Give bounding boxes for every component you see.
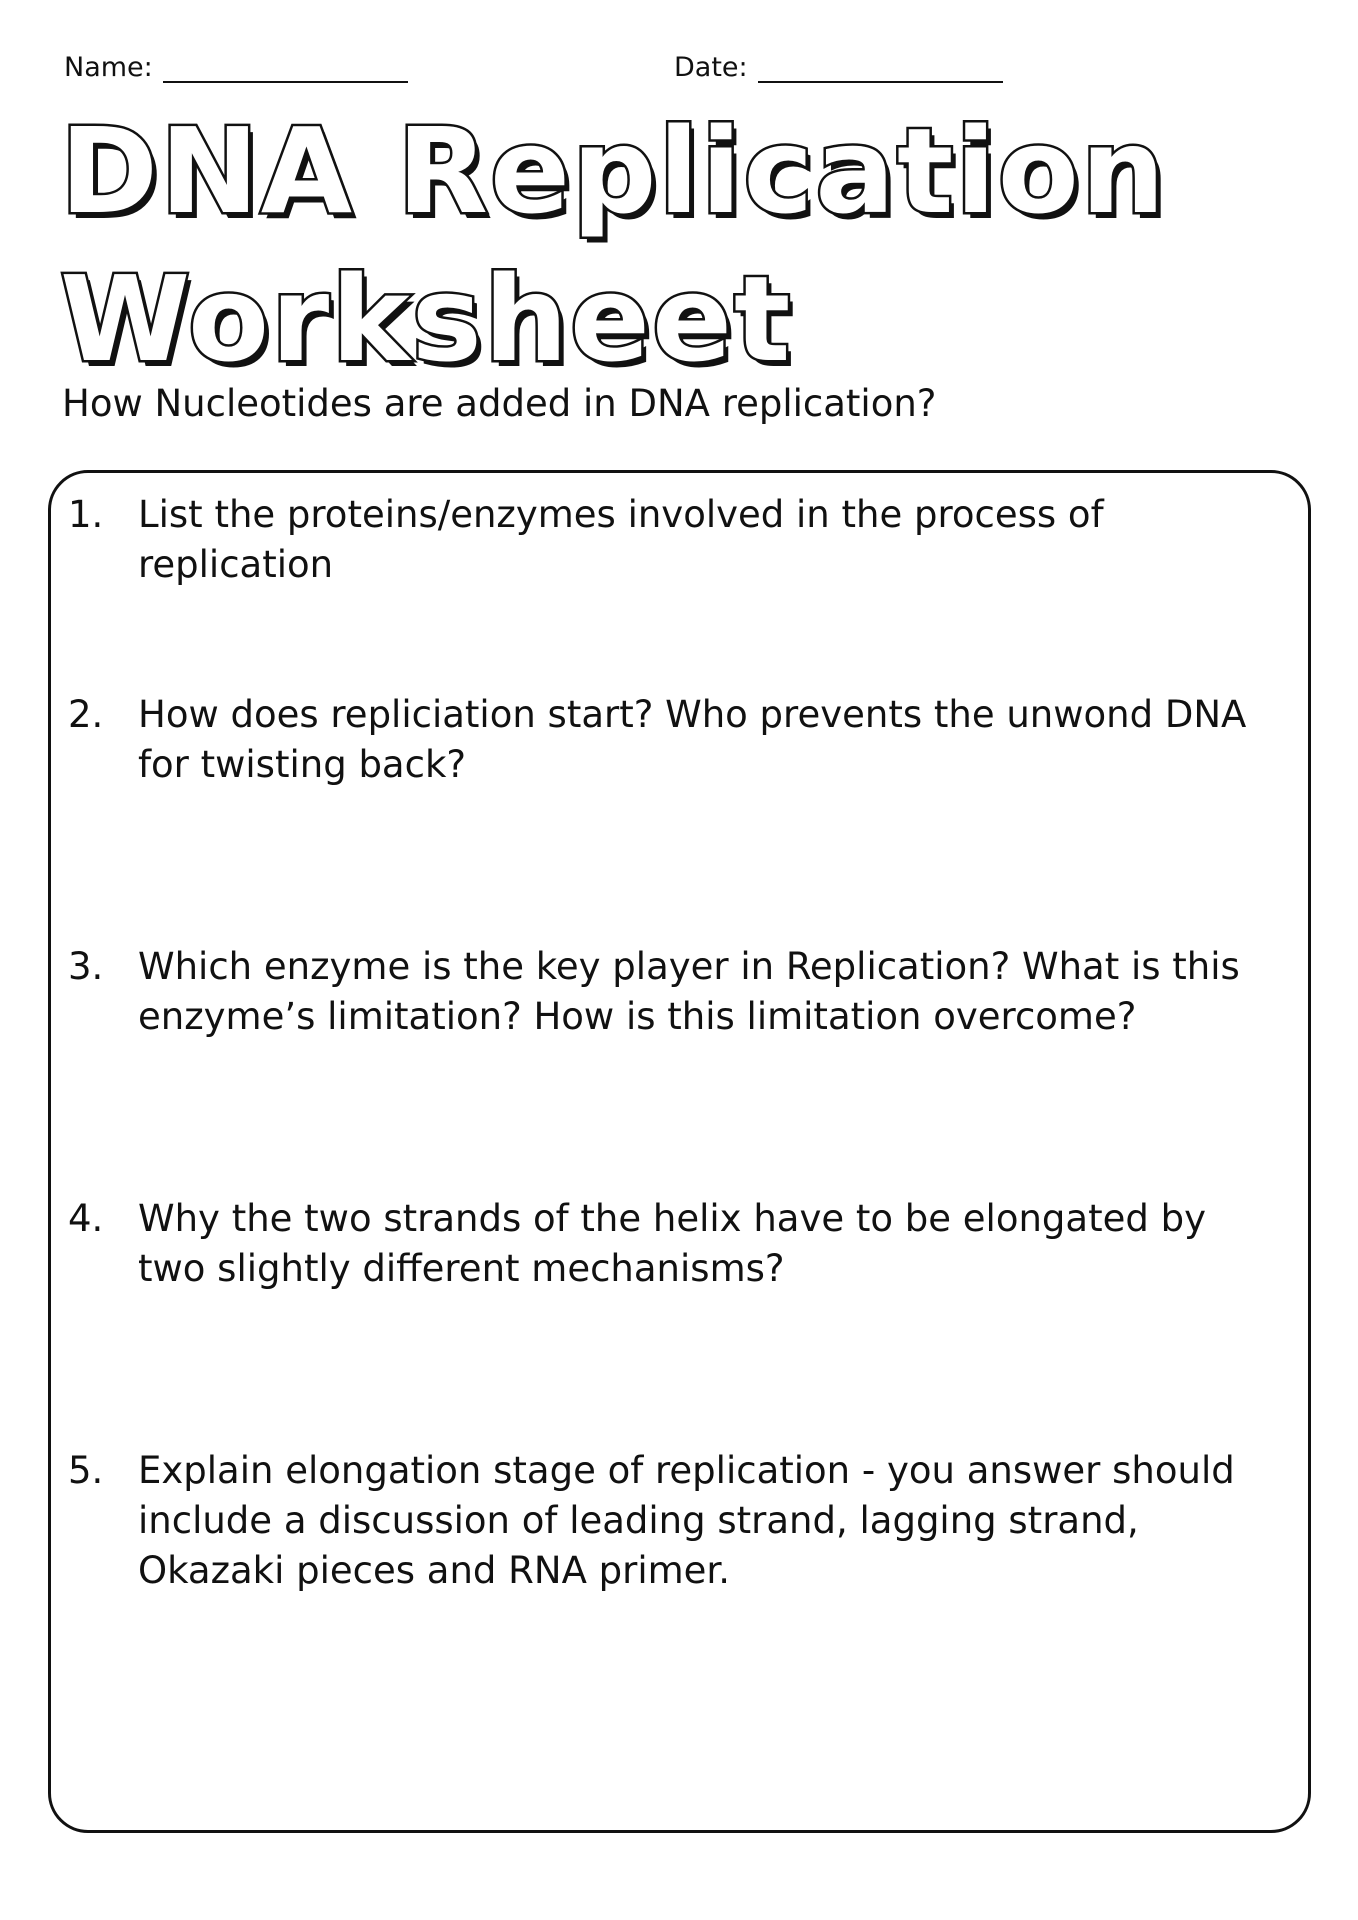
question-5 (68, 1446, 1268, 1596)
subtitle: How Nucleotides are added in DNA replication? (62, 382, 937, 425)
question-number: 3. (68, 945, 104, 988)
question-number: 4. (68, 1197, 104, 1240)
page-title-line-1: DNA Replication (60, 102, 1167, 240)
question-number: 1. (68, 493, 104, 536)
question-text: Which enzyme is the key player in Replication? What is this enzyme’s limitation? How is this limitation overcome? (138, 945, 1240, 1038)
question-number: 2. (68, 693, 104, 736)
name-blank-line[interactable] (163, 53, 408, 83)
date-label: Date: (674, 52, 748, 83)
question-text: List the proteins/enzymes involved in the process of replication (138, 493, 1104, 586)
question-2 (68, 690, 1268, 790)
question-number: 5. (68, 1449, 104, 1492)
date-field (674, 52, 1003, 83)
question-1 (68, 490, 1268, 590)
name-label: Name: (64, 52, 153, 83)
question-box (48, 470, 1311, 1833)
question-4 (68, 1194, 1268, 1294)
question-text: How does repliciation start? Who prevents the unwond DNA for twisting back? (138, 693, 1247, 786)
name-field (64, 52, 408, 83)
header-fields (64, 52, 1294, 92)
question-3 (68, 942, 1268, 1042)
date-blank-line[interactable] (758, 53, 1003, 83)
page-title-line-2: Worksheet (60, 250, 793, 388)
question-text: Why the two strands of the helix have to be elongated by two slightly different mechanisms? (138, 1197, 1206, 1290)
question-text: Explain elongation stage of replication - you answer should include a discussion of leading strand, lagging strand, Okazaki pieces and RNA primer. (138, 1449, 1235, 1592)
